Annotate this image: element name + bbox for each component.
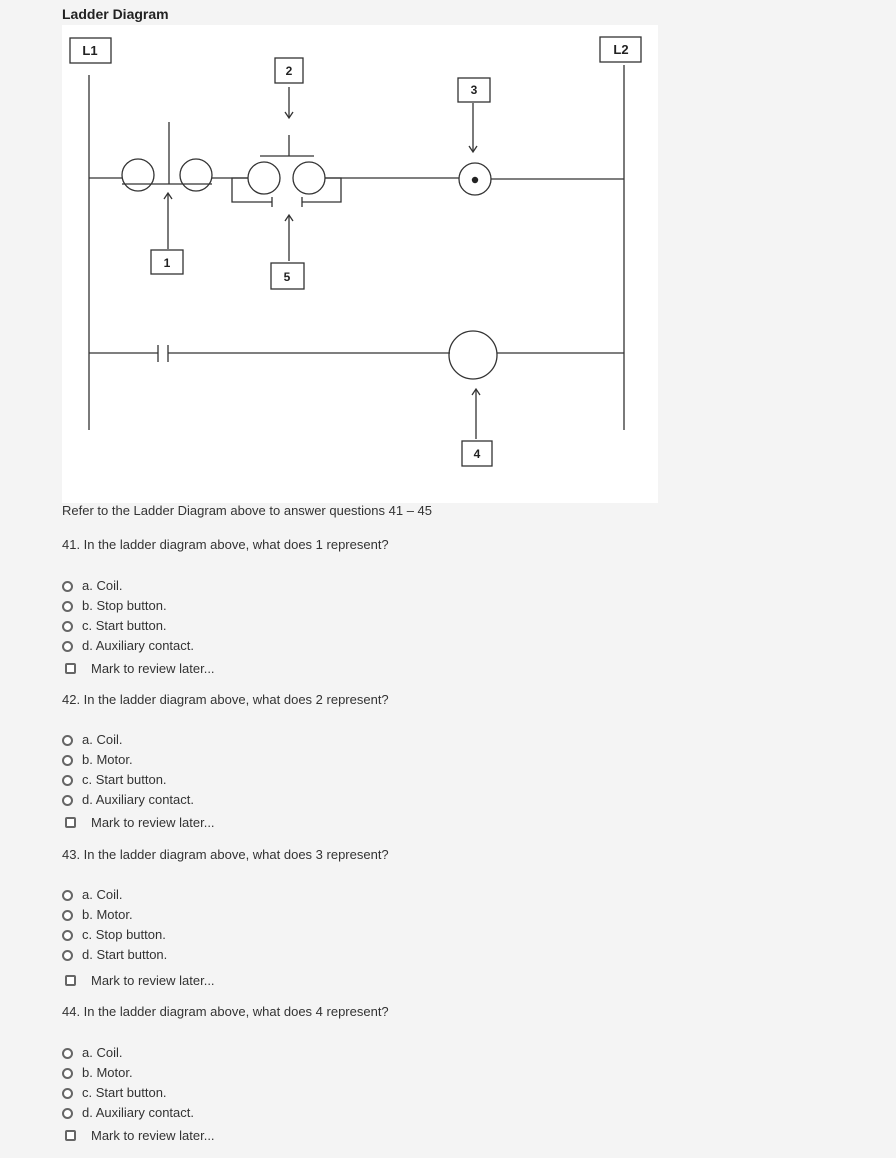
option-label: b. Motor. (82, 906, 133, 922)
option-label: d. Auxiliary contact. (82, 637, 194, 653)
answer-option[interactable] (62, 749, 133, 769)
answer-option[interactable] (62, 769, 167, 789)
option-label: c. Stop button. (82, 926, 166, 942)
radio-button[interactable] (62, 1108, 73, 1119)
stop-button-contact-left (122, 159, 154, 191)
radio-button[interactable] (62, 735, 73, 746)
answer-option[interactable] (62, 1082, 167, 1102)
radio-button[interactable] (62, 775, 73, 786)
option-label: a. Coil. (82, 1044, 123, 1060)
callout-4-label: 4 (473, 447, 481, 461)
radio-button[interactable] (62, 581, 73, 592)
callout-2-label: 2 (285, 64, 293, 78)
ladder-diagram (62, 25, 658, 503)
option-label: c. Start button. (82, 1084, 167, 1100)
option-label: a. Coil. (82, 886, 123, 902)
review-label: Mark to review later... (91, 660, 215, 676)
answer-option[interactable] (62, 575, 122, 595)
question-text: 44. In the ladder diagram above, what does 4 represent? (62, 1004, 389, 1019)
callout-1-label: 1 (163, 256, 171, 270)
answer-option[interactable] (62, 1042, 122, 1062)
answer-option[interactable] (62, 884, 122, 904)
option-label: a. Coil. (82, 577, 123, 593)
option-label: c. Start button. (82, 771, 167, 787)
answer-option[interactable] (62, 1102, 194, 1122)
radio-button[interactable] (62, 641, 73, 652)
mark-review-toggle[interactable] (65, 1125, 215, 1145)
ladder-diagram-svg (62, 25, 658, 503)
radio-button[interactable] (62, 890, 73, 901)
radio-button[interactable] (62, 950, 73, 961)
question-text: 42. In the ladder diagram above, what does 2 represent? (62, 692, 389, 707)
answer-option[interactable] (62, 944, 167, 964)
motor-symbol (449, 331, 497, 379)
mark-review-toggle[interactable] (65, 970, 215, 990)
radio-button[interactable] (62, 755, 73, 766)
question-text: 43. In the ladder diagram above, what does 3 represent? (62, 847, 389, 862)
answer-option[interactable] (62, 924, 166, 944)
option-label: d. Start button. (82, 946, 168, 962)
question-text: 41. In the ladder diagram above, what does 1 represent? (62, 537, 389, 552)
stop-button-contact-right (180, 159, 212, 191)
rail-l2-label: L2 (613, 42, 629, 57)
option-label: b. Stop button. (82, 597, 167, 613)
aux-branch-left (232, 178, 272, 202)
answer-option[interactable] (62, 1062, 133, 1082)
radio-button[interactable] (62, 1068, 73, 1079)
radio-button[interactable] (62, 601, 73, 612)
aux-branch-right (302, 178, 341, 202)
callout-5-label: 5 (283, 270, 291, 284)
review-checkbox[interactable] (65, 663, 76, 674)
callout-3-label: 3 (470, 83, 478, 97)
radio-button[interactable] (62, 795, 73, 806)
option-label: b. Motor. (82, 1064, 133, 1080)
start-button-contact-right (293, 162, 325, 194)
mark-review-toggle[interactable] (65, 812, 215, 832)
intro-text: Refer to the Ladder Diagram above to answer questions 41 – 45 (62, 503, 433, 518)
review-checkbox[interactable] (65, 1130, 76, 1141)
option-label: d. Auxiliary contact. (82, 791, 194, 807)
review-label: Mark to review later... (91, 814, 215, 830)
answer-option[interactable] (62, 635, 194, 655)
answer-option[interactable] (62, 595, 167, 615)
coil-dot (472, 177, 478, 183)
option-label: c. Start button. (82, 617, 167, 633)
radio-button[interactable] (62, 621, 73, 632)
option-label: a. Coil. (82, 731, 123, 747)
radio-button[interactable] (62, 930, 73, 941)
mark-review-toggle[interactable] (65, 658, 215, 678)
answer-option[interactable] (62, 789, 194, 809)
rail-l1-label: L1 (82, 43, 98, 58)
review-label: Mark to review later... (91, 1127, 215, 1143)
review-label: Mark to review later... (91, 972, 215, 988)
answer-option[interactable] (62, 904, 133, 924)
answer-option[interactable] (62, 729, 122, 749)
page-title: Ladder Diagram (62, 6, 169, 22)
radio-button[interactable] (62, 910, 73, 921)
answer-option[interactable] (62, 615, 167, 635)
review-checkbox[interactable] (65, 817, 76, 828)
review-checkbox[interactable] (65, 975, 76, 986)
option-label: b. Motor. (82, 751, 133, 767)
radio-button[interactable] (62, 1048, 73, 1059)
option-label: d. Auxiliary contact. (82, 1104, 194, 1120)
start-button-contact-left (248, 162, 280, 194)
radio-button[interactable] (62, 1088, 73, 1099)
